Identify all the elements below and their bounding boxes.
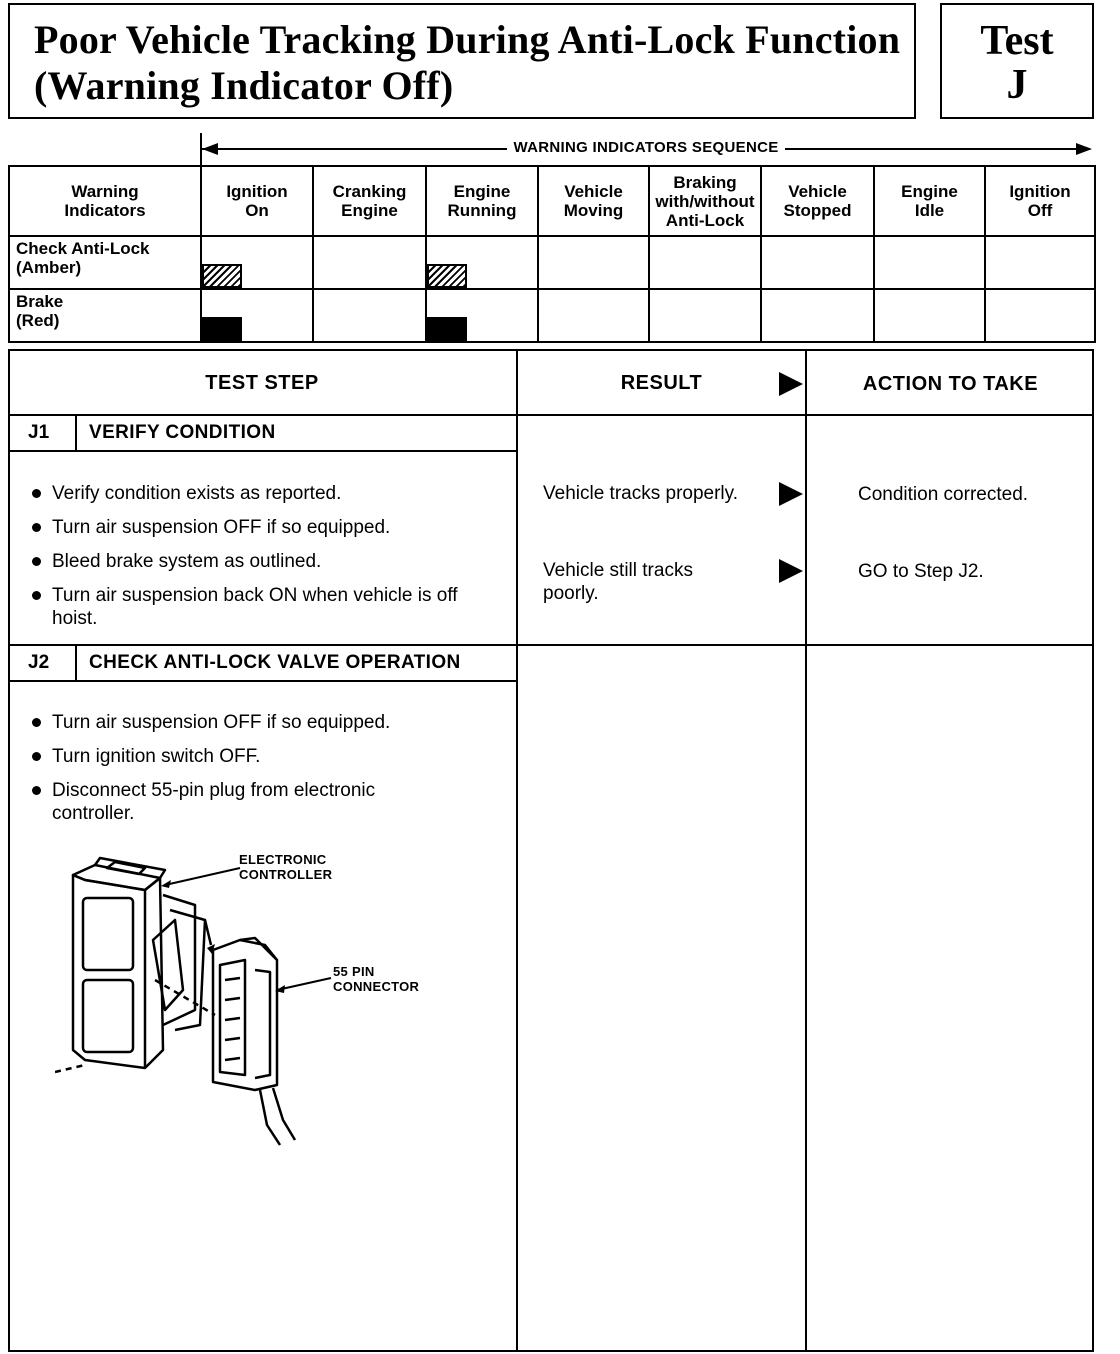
- col-vehicle-stopped: Vehicle Stopped: [761, 166, 874, 236]
- j1-id-divider: [75, 414, 77, 452]
- j1-step-title: VERIFY CONDITION: [89, 422, 276, 443]
- row-label-check-antilock: Check Anti-Lock (Amber): [9, 236, 201, 289]
- list-item: Verify condition exists as reported.: [30, 482, 508, 505]
- divider-result: [516, 349, 518, 1352]
- j2-step-id: J2: [28, 652, 50, 673]
- col-vehicle-moving: Vehicle Moving: [538, 166, 649, 236]
- amber-indicator: [202, 264, 242, 288]
- j1-result-1: Vehicle tracks properly.: [543, 483, 739, 504]
- list-item: Bleed brake system as outlined.: [30, 550, 508, 573]
- warning-indicator-table: [8, 165, 1096, 343]
- j1-bullet-list: [30, 482, 508, 641]
- j1-header-divider: [8, 450, 516, 452]
- j2-id-divider: [75, 644, 77, 682]
- cell-amber-engine-running: [426, 236, 538, 289]
- col-engine-running: Engine Running: [426, 166, 538, 236]
- col-engine-idle: Engine Idle: [874, 166, 985, 236]
- j2-step-title: CHECK ANTI-LOCK VALVE OPERATION: [89, 652, 461, 673]
- j2-header-divider: [8, 680, 516, 682]
- result-arrow-icon: [779, 372, 803, 396]
- list-item: Turn ignition switch OFF.: [30, 745, 450, 768]
- cell-red-engine-running: [426, 289, 538, 342]
- col-ignition-on: Ignition On: [201, 166, 313, 236]
- j2-top-divider: [8, 644, 1094, 646]
- title-line-1: Poor Vehicle Tracking During Anti-Lock Function: [34, 17, 901, 62]
- divider-action: [805, 349, 807, 1352]
- test-badge: [940, 3, 1094, 119]
- j2-bullet-list: [30, 711, 450, 836]
- figure-label-connector: 55 PIN CONNECTOR: [333, 964, 420, 994]
- amber-indicator: [427, 264, 467, 288]
- red-indicator: [202, 317, 242, 341]
- header-result: RESULT: [620, 372, 703, 394]
- header-divider: [8, 414, 1094, 416]
- title-box: [8, 3, 916, 119]
- cell-amber-ignition-on: [201, 236, 313, 289]
- col-braking: Braking with/without Anti-Lock: [649, 166, 761, 236]
- list-item: Turn air suspension OFF if so equipped.: [30, 711, 450, 734]
- sequence-label: WARNING INDICATORS SEQUENCE: [507, 139, 784, 156]
- list-item: Turn air suspension back ON when vehicle is off hoist.: [30, 584, 508, 630]
- j1-result-1-arrow-icon: [779, 482, 803, 506]
- col-cranking-engine: Cranking Engine: [313, 166, 426, 236]
- header-action: ACTION TO TAKE: [862, 373, 1039, 395]
- figure-label-controller: ELECTRONIC CONTROLLER: [239, 852, 333, 882]
- j1-action-1: Condition corrected.: [858, 484, 1029, 505]
- title-line-2: (Warning Indicator Off): [34, 63, 454, 108]
- cell-red-ignition-on: [201, 289, 313, 342]
- header-test-step: TEST STEP: [205, 372, 319, 394]
- page-title: [34, 17, 900, 109]
- test-letter: J: [1006, 62, 1028, 108]
- j1-action-2: GO to Step J2.: [858, 561, 984, 582]
- col-ignition-off: Ignition Off: [985, 166, 1095, 236]
- list-item: Disconnect 55-pin plug from electronic controller.: [30, 779, 450, 825]
- corner-header: Warning Indicators: [9, 166, 201, 236]
- j1-result-2: Vehicle still tracks poorly.: [543, 560, 693, 604]
- j1-result-2-arrow-icon: [779, 559, 803, 583]
- j1-step-id: J1: [28, 422, 50, 443]
- controller-connector-illustration: [55, 850, 355, 1150]
- list-item: Turn air suspension OFF if so equipped.: [30, 516, 508, 539]
- row-label-brake: Brake (Red): [9, 289, 201, 342]
- red-indicator: [427, 317, 467, 341]
- test-label: Test: [980, 18, 1054, 64]
